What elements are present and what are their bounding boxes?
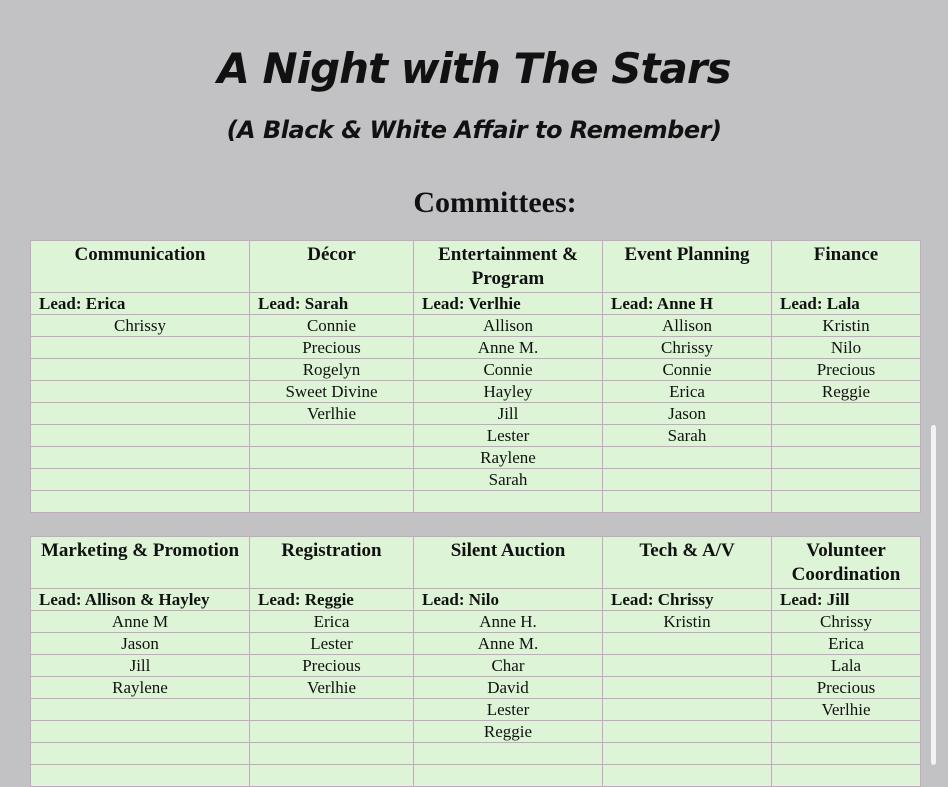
table-row [31,359,921,381]
table-row [31,491,921,513]
lead-row [31,589,921,611]
member-cell: Connie [250,315,414,337]
committee-lead-cell: Lead: Lala [772,293,921,315]
member-cell: Erica [250,611,414,633]
member-cell: Anne M [31,611,250,633]
member-cell [603,469,772,491]
member-cell: Precious [772,359,921,381]
member-cell [414,765,603,787]
table-row [31,611,921,633]
member-cell: Chrissy [772,611,921,633]
member-cell: Lester [250,633,414,655]
member-cell [772,469,921,491]
member-cell [250,765,414,787]
committee-lead-cell: Lead: Nilo [414,589,603,611]
member-cell: Char [414,655,603,677]
member-cell: Nilo [772,337,921,359]
member-cell: Erica [603,381,772,403]
table-row [31,633,921,655]
member-cell [31,765,250,787]
member-cell: Sarah [603,425,772,447]
committee-lead-cell: Lead: Chrissy [603,589,772,611]
committee-name-header: Event Planning [603,241,772,293]
member-cell: Sweet Divine [250,381,414,403]
member-cell: Connie [603,359,772,381]
table-row [31,655,921,677]
member-cell: Kristin [603,611,772,633]
member-cell [31,721,250,743]
member-cell: Jason [603,403,772,425]
member-cell [250,447,414,469]
committee-name-header: Finance [772,241,921,293]
member-cell [250,699,414,721]
member-cell [772,491,921,513]
committee-header-row [31,241,921,293]
member-cell: Verlhie [250,677,414,699]
member-cell: Precious [250,337,414,359]
member-cell: Chrissy [31,315,250,337]
member-cell: Chrissy [603,337,772,359]
member-cell: Verlhie [250,403,414,425]
member-cell [414,743,603,765]
committee-name-header: Entertainment & Program [414,241,603,293]
member-cell: Anne M. [414,337,603,359]
committee-lead-cell: Lead: Reggie [250,589,414,611]
member-cell: Precious [250,655,414,677]
member-cell [772,721,921,743]
member-cell [603,765,772,787]
table-row [31,699,921,721]
member-cell: Lala [772,655,921,677]
committee-name-header: Silent Auction [414,537,603,589]
committee-lead-cell: Lead: Sarah [250,293,414,315]
event-title: A Night with The Stars [217,44,731,93]
member-cell [603,491,772,513]
table-row [31,743,921,765]
event-subtitle: (A Black & White Affair to Remember) [226,116,722,144]
member-cell [772,403,921,425]
member-cell: Raylene [31,677,250,699]
member-cell: Sarah [414,469,603,491]
table-row [31,315,921,337]
member-cell: Anne M. [414,633,603,655]
committees-heading: Committees: [413,186,577,219]
member-cell [31,447,250,469]
member-cell [772,425,921,447]
member-cell [31,699,250,721]
member-cell: Raylene [414,447,603,469]
table-row [31,381,921,403]
committee-name-header: Volunteer Coordination [772,537,921,589]
member-cell [31,491,250,513]
member-cell: David [414,677,603,699]
table-row [31,721,921,743]
member-cell: Erica [772,633,921,655]
member-cell [31,403,250,425]
committee-name-header: Communication [31,241,250,293]
member-cell [31,337,250,359]
lead-row [31,293,921,315]
member-cell: Jason [31,633,250,655]
member-cell: Precious [772,677,921,699]
member-cell: Jill [414,403,603,425]
committee-name-header: Décor [250,241,414,293]
member-cell: Connie [414,359,603,381]
committee-lead-cell: Lead: Verlhie [414,293,603,315]
member-cell [31,425,250,447]
member-cell: Verlhie [772,699,921,721]
vertical-scrollbar[interactable] [931,425,936,765]
member-cell [603,699,772,721]
member-cell: Allison [414,315,603,337]
table-row [31,469,921,491]
member-cell [772,765,921,787]
committee-lead-cell: Lead: Erica [31,293,250,315]
member-cell: Reggie [414,721,603,743]
table-row [31,425,921,447]
committee-name-header: Marketing & Promotion [31,537,250,589]
member-cell [603,447,772,469]
member-cell [250,491,414,513]
table-row [31,765,921,787]
member-cell [250,425,414,447]
member-cell [31,743,250,765]
committee-table-2 [30,536,921,787]
member-cell: Lester [414,425,603,447]
committee-header-row [31,537,921,589]
member-cell [603,633,772,655]
member-cell [603,743,772,765]
member-cell: Kristin [772,315,921,337]
committee-table-1 [30,240,921,513]
member-cell [603,721,772,743]
committee-name-header: Registration [250,537,414,589]
member-cell [31,469,250,491]
member-cell [31,381,250,403]
member-cell [31,359,250,381]
member-cell: Jill [31,655,250,677]
committee-lead-cell: Lead: Anne H [603,293,772,315]
member-cell: Anne H. [414,611,603,633]
member-cell [250,469,414,491]
table-row [31,337,921,359]
table-row [31,447,921,469]
table-row [31,677,921,699]
committee-name-header: Tech & A/V [603,537,772,589]
committee-lead-cell: Lead: Jill [772,589,921,611]
member-cell: Hayley [414,381,603,403]
committee-lead-cell: Lead: Allison & Hayley [31,589,250,611]
member-cell [772,743,921,765]
member-cell: Rogelyn [250,359,414,381]
member-cell [772,447,921,469]
member-cell: Reggie [772,381,921,403]
member-cell: Allison [603,315,772,337]
member-cell [414,491,603,513]
member-cell: Lester [414,699,603,721]
member-cell [250,743,414,765]
member-cell [603,655,772,677]
member-cell [250,721,414,743]
member-cell [603,677,772,699]
table-row [31,403,921,425]
